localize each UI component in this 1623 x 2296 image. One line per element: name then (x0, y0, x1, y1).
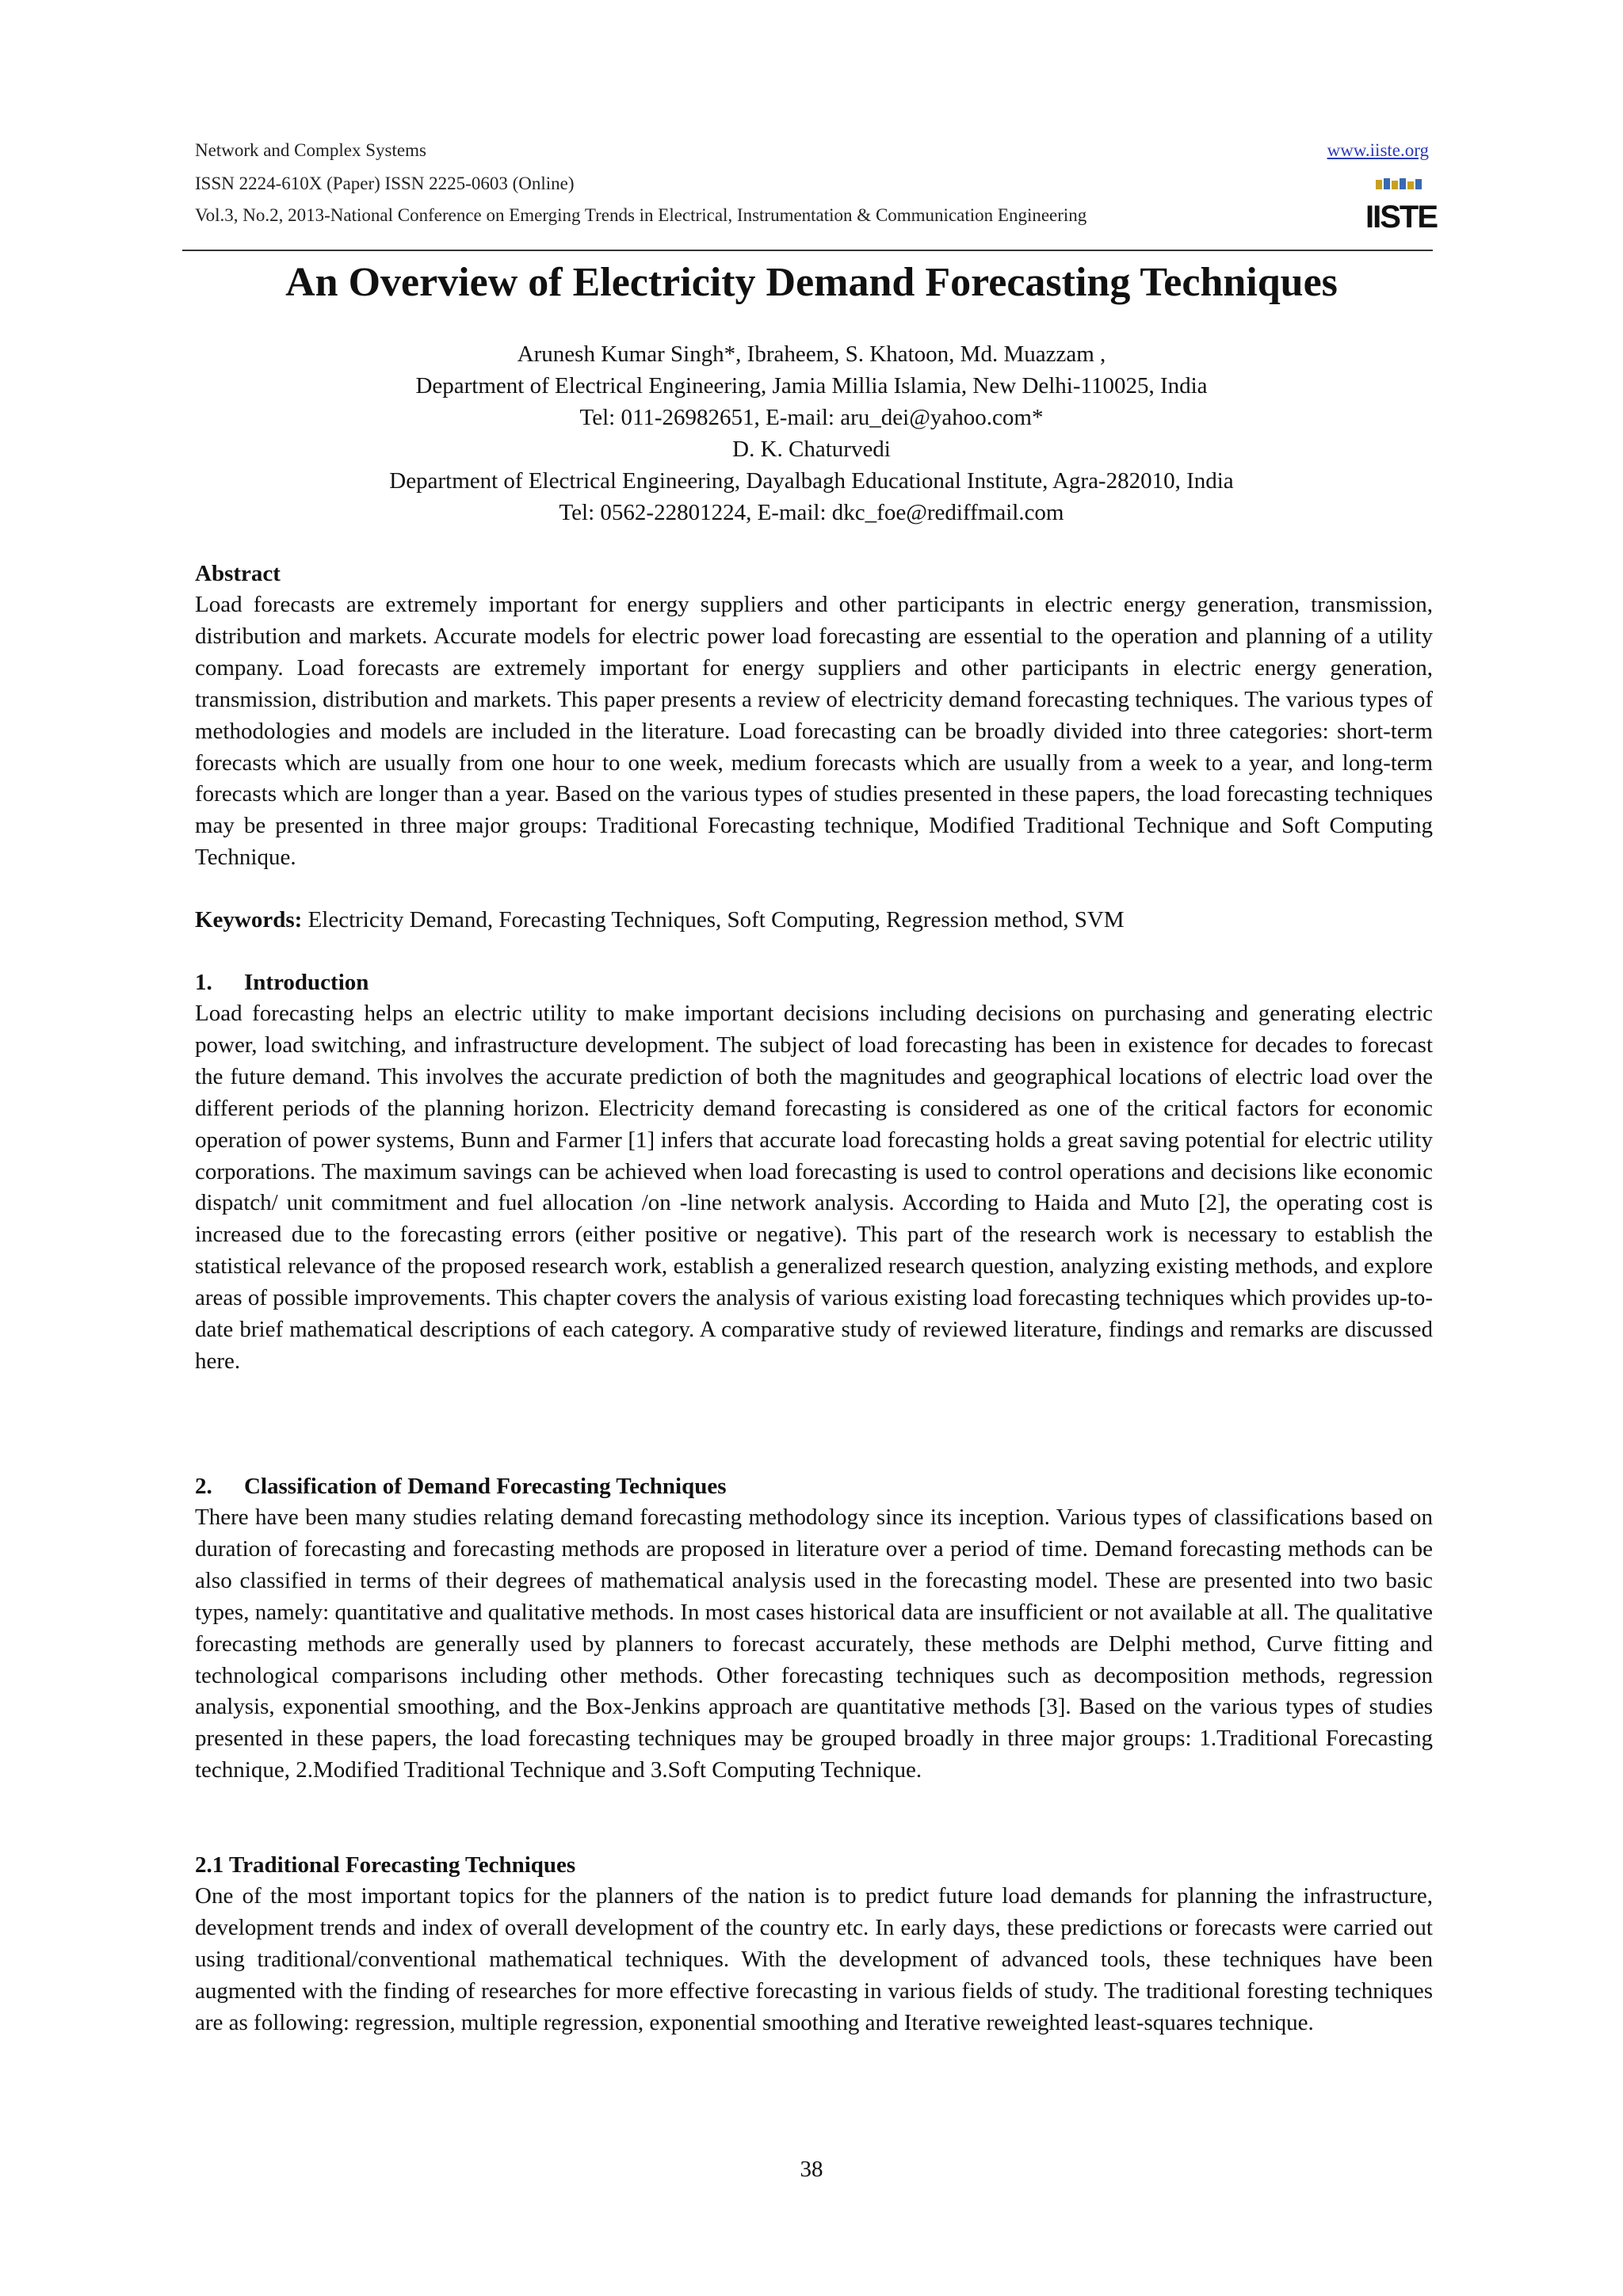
author-line: D. K. Chaturvedi (732, 437, 891, 462)
classification-text: There have been many studies relating demand forecasting methodology since its inception. Various types of classifications based on duration of forecasting and forecasting methods are proposed in literature over a period of time. Demand forecasting methods can be also classified in terms of their degrees of mathematical analysis used in the forecasting model. These are presented into two basic types, namely: quantitative and qualitative methods. In most cases historical data are insufficient or not available at all. The qualitative forecasting methods are generally used by planners to forecast accurately, these methods are Delphi method, Curve fitting and technological comparisons including other methods. Other forecasting techniques such as decomposition methods, regression analysis, exponential smoothing, and the Box-Jenkins approach are quantitative methods [3]. Based on the various types of studies presented in these papers, the load forecasting techniques may be grouped broadly in three major groups: 1.Traditional Forecasting technique, 2.Modified Traditional Technique and 3.Soft Computing Technique. (195, 1505, 1433, 1783)
iiste-logo (1365, 178, 1438, 235)
section-number: 2.1 (195, 1852, 224, 1878)
section-title: Traditional Forecasting Techniques (228, 1852, 576, 1878)
affiliation-line: Department of Electrical Engineering, Jamia Millia Islamia, New Delhi-110025, India (415, 373, 1208, 399)
abstract-heading: Abstract (195, 561, 281, 586)
paper-title: An Overview of Electricity Demand Forecasting Techniques (285, 260, 1338, 305)
section-number: 2. (195, 1474, 212, 1499)
journal-url-link[interactable]: www.iiste.org (1327, 140, 1429, 160)
section-heading-traditional (195, 1849, 575, 1881)
section-heading-classification (195, 1470, 727, 1502)
issn-line: ISSN 2224-610X (Paper) ISSN 2225-0603 (Online) (195, 174, 575, 193)
header-divider (182, 250, 1433, 251)
abstract-text: Load forecasts are extremely important for energy suppliers and other participants in electric energy generation, transmission, distribution and markets. Accurate models for electric power load forecasting are essential to the operation and planning of a utility company. Load forecasts are extremely important for energy suppliers and other participants in electric energy generation, transmission, distribution and markets. This paper presents a review of electricity demand forecasting techniques. The various types of methodologies and models are included in the literature. Load forecasting can be broadly divided into three categories: short-term forecasts which are usually from one hour to one week, medium forecasts which are usually from a week to a year, and long-term forecasts which are longer than a year. Based on the various types of studies presented in these papers, the load forecasting techniques may be presented in three major groups: Traditional Forecasting technique, Modified Traditional Technique and Soft Computing Technique. (195, 592, 1433, 871)
author-line: Arunesh Kumar Singh*, Ibraheem, S. Khatoon, Md. Muazzam , (517, 341, 1106, 367)
volume-line: Vol.3, No.2, 2013-National Conference on Emerging Trends in Electrical, Instrumentation & Communication Engineering (195, 205, 1087, 225)
journal-name: Network and Complex Systems (195, 140, 426, 160)
introduction-text: Load forecasting helps an electric utility to make important decisions including decisions on purchasing and generating electric power, load switching, and infrastructure development. The subject of load forecasting has been in existence for decades to forecast the future demand. This involves the accurate prediction of both the magnitudes and geographical locations of electric load over the different periods of the planning horizon. Electricity demand forecasting is considered as one of the critical factors for economic operation of power systems, Bunn and Farmer [1] infers that accurate load forecasting holds a great saving potential for electric utility corporations. The maximum savings can be achieved when load forecasting is used to control operations and decisions like economic dispatch/ unit commitment and fuel allocation /on -line network analysis. According to Haida and Muto [2], the operating cost is increased due to the forecasting errors (either positive or negative). This part of the research work is necessary to establish the statistical relevance of the proposed research work, establish a generalized research question, analyzing existing methods, and explore areas of possible improvements. This chapter covers the analysis of various existing load forecasting techniques which provides up-to-date brief mathematical descriptions of each category. A comparative study of reviewed literature, findings and remarks are discussed here. (195, 1001, 1433, 1374)
section-number: 1. (195, 970, 212, 995)
traditional-text: One of the most important topics for the planners of the nation is to predict future load demands for planning the infrastructure, development trends and index of overall development of the country etc. In early days, these predictions or forecasts were carried out using traditional/conventional mathematical techniques. With the development of advanced tools, these techniques have been augmented with the finding of researches for more effective forecasting in various fields of study. The traditional foresting techniques are as following: regression, multiple regression, exponential smoothing and Iterative reweighted least-squares technique. (195, 1883, 1433, 2035)
affiliation-line: Department of Electrical Engineering, Dayalbagh Educational Institute, Agra-282010, India (389, 468, 1234, 494)
logo-text: IISTE (1365, 200, 1438, 235)
keywords-label: Keywords: (195, 907, 303, 933)
keywords-text: Electricity Demand, Forecasting Techniques, Soft Computing, Regression method, SVM (307, 907, 1125, 933)
page-number: 38 (800, 2157, 823, 2182)
section-title: Introduction (244, 970, 369, 995)
contact-line: Tel: 0562-22801224, E-mail: dkc_foe@rediffmail.com (559, 500, 1064, 525)
keywords-line (195, 905, 1433, 936)
contact-line: Tel: 011-26982651, E-mail: aru_dei@yahoo.com* (579, 405, 1044, 430)
section-title: Classification of Demand Forecasting Techniques (244, 1474, 727, 1499)
section-heading-introduction (195, 967, 369, 998)
